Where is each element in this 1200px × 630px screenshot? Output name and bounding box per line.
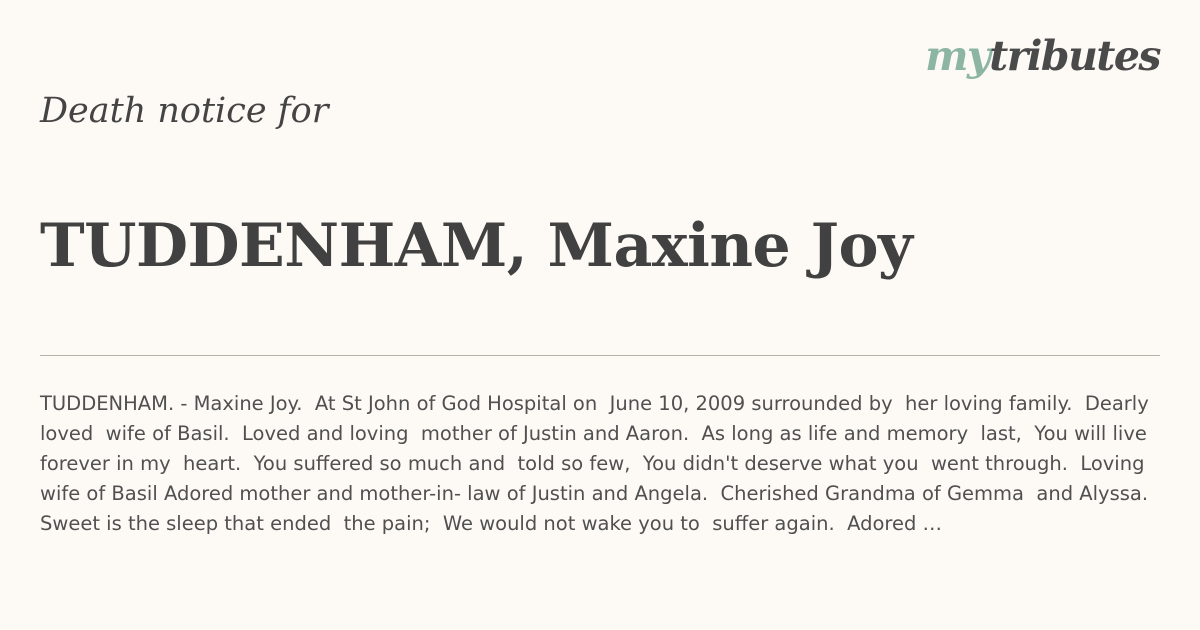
- divider: [40, 355, 1160, 356]
- deceased-name: TUDDENHAM, Maxine Joy: [40, 211, 913, 281]
- logo-suffix: tributes: [989, 32, 1160, 80]
- notice-text: TUDDENHAM. - Maxine Joy. At St John of God Hospital on June 10, 2009 surrounded by her loving family. Dearly loved wife of Basil. Loved and loving mother of Justin and Aaron. As long as life and memory last, You will live forever in my heart. You suffered so much and told so few, You didn't deserve what you went through. Loving wife of Basil Adored mother and mother-in- law of Justin and Angela. Cherished Grandma of Gemma and Alyssa. Sweet is the sleep that ended the pain; We would not wake you to suffer again. Adored …: [40, 392, 1161, 535]
- logo-prefix: my: [925, 32, 990, 80]
- mytributes-logo[interactable]: [925, 32, 1160, 80]
- notice-subtitle: Death notice for: [40, 91, 329, 131]
